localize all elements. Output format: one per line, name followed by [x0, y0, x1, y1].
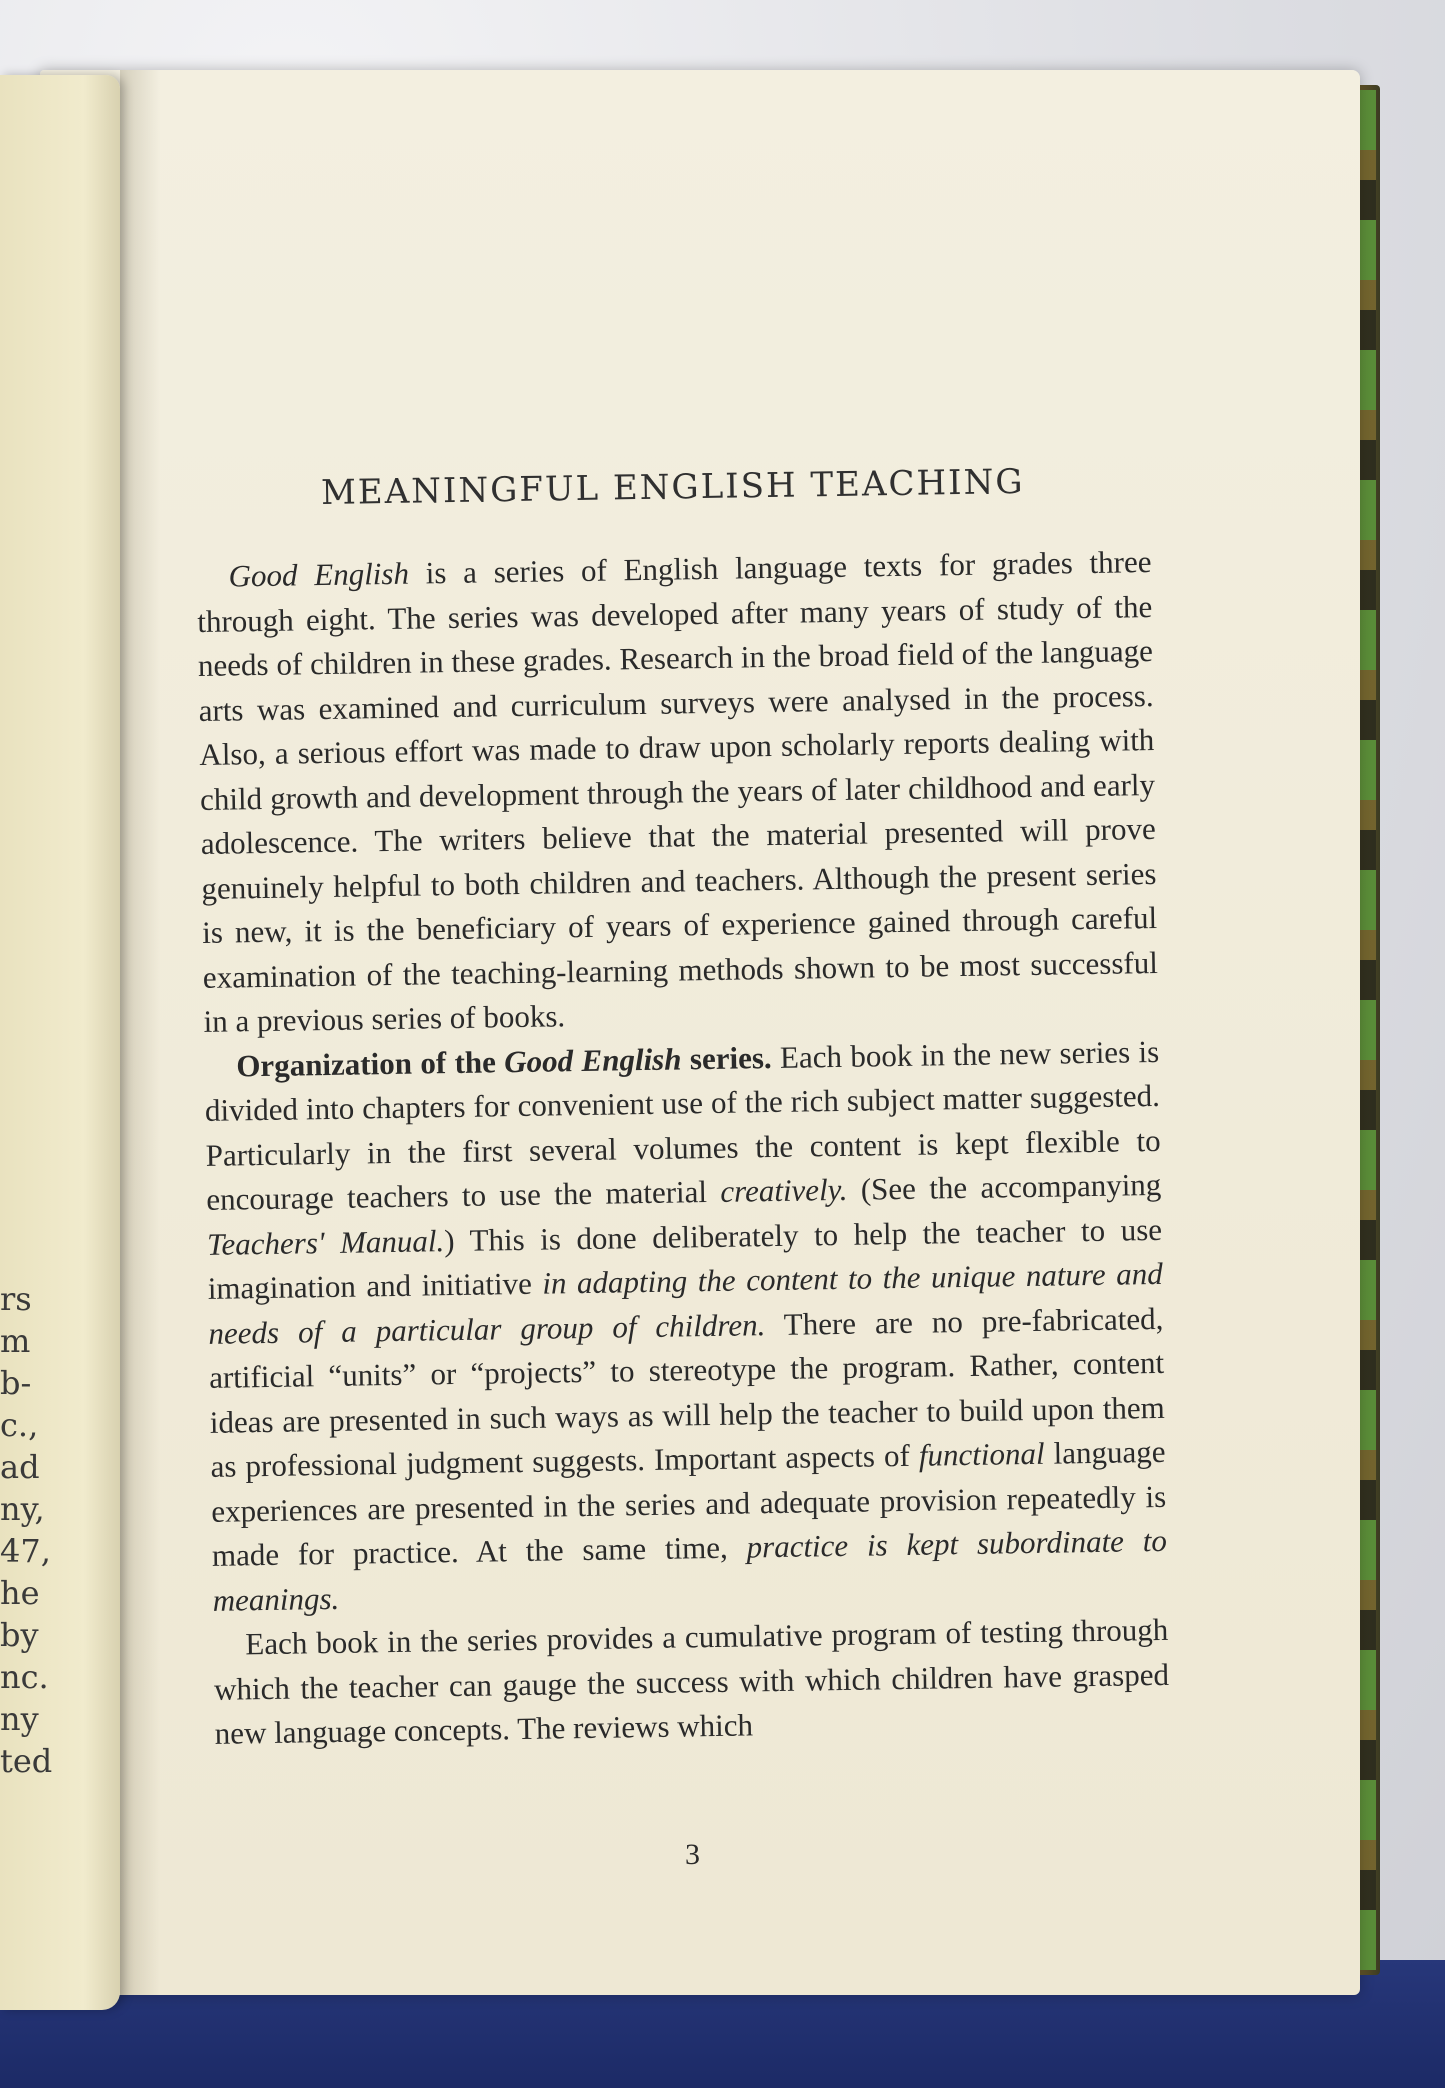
page-text-block — [195, 460, 1170, 1756]
manual-title-italic: Teachers' Manual. — [206, 1222, 445, 1262]
facing-page-fragment: rs — [0, 1280, 32, 1318]
facing-page-fragment: 47, — [0, 1532, 51, 1570]
emphasis-text: practice is kept subordinate to meanings. — [212, 1522, 1168, 1618]
paragraph-text: (See the accompanying — [847, 1166, 1162, 1207]
emphasis-text: creatively. — [720, 1171, 848, 1209]
section-lead — [236, 1040, 772, 1083]
facing-page-fragment: ted — [0, 1742, 53, 1780]
facing-page — [0, 75, 120, 2010]
facing-page-fragment: he — [0, 1574, 40, 1612]
paragraph-text: There are no pre-fabricated, artificial “units” or “projects” to stereotype the program. Rather, content ideas are presented in such ways as will help the teacher to build upon them as professional judgment suggests. Important aspects of — [208, 1300, 1166, 1484]
facing-page-fragment: nc. — [0, 1658, 49, 1696]
emphasis-text: functional — [918, 1435, 1045, 1473]
facing-page-fragment: by — [0, 1616, 39, 1654]
facing-page-fragment: ad — [0, 1448, 40, 1486]
paragraph-text: ) This is done deliberately to help the teacher to use imagination and initiative — [207, 1211, 1163, 1306]
page-heading: MEANINGFUL ENGLISH TEACHING — [320, 461, 1025, 514]
facing-page-fragment: b- — [0, 1364, 32, 1402]
paragraph-intro-text: is a series of English language texts for grades three through eight. The series was developed after many years of study of the needs of children in these grades. Research in the broad field of the language arts was examined and curriculum surveys were analysed in the process. Also, a serious effort was made to draw upon scholarly reports dealing with child growth and development through the years of later childhood and early adolescence. The writers believe that the material presented will prove genuinely helpful to both children and teachers. Although the present series is new, it is the beneficiary of years of experience gained through careful examination of the teaching-learning methods shown to be most successful in a previous series of books. — [197, 543, 1159, 1039]
section-lead-text: Organization of the — [236, 1043, 505, 1083]
paragraph-organization — [204, 1029, 1168, 1622]
paragraph-text: Each book in the new series is divided into chapters for convenient use of the rich subject matter suggested. Particularly in the first several volumes the content is kept flexible to encourage teachers to use the material — [204, 1033, 1161, 1217]
book-title-italic: Good English — [228, 555, 410, 594]
facing-page-fragment: m — [0, 1322, 31, 1360]
emphasis-text: in adapting the content to the unique nature and needs of a particular group of children. — [208, 1255, 1163, 1351]
section-lead-text-end: series. — [681, 1039, 772, 1076]
gutter-shadow — [120, 70, 160, 1995]
section-lead-title: Good English — [503, 1040, 682, 1079]
facing-page-fragment: ny — [0, 1700, 39, 1738]
paragraph-intro — [196, 540, 1159, 1044]
facing-page-fragment: ny, — [0, 1490, 45, 1528]
page-number: 3 — [685, 1838, 700, 1871]
paragraph-testing: Each book in the series provides a cumulative program of testing through which the teacher can gauge the success with which children have grasped new language concepts. The reviews which — [213, 1611, 1170, 1751]
paragraph-text: language experiences are presented in the series and adequate provision repeatedly is made for practice. At the same time, — [210, 1433, 1167, 1573]
facing-page-fragment: c., — [0, 1406, 39, 1444]
